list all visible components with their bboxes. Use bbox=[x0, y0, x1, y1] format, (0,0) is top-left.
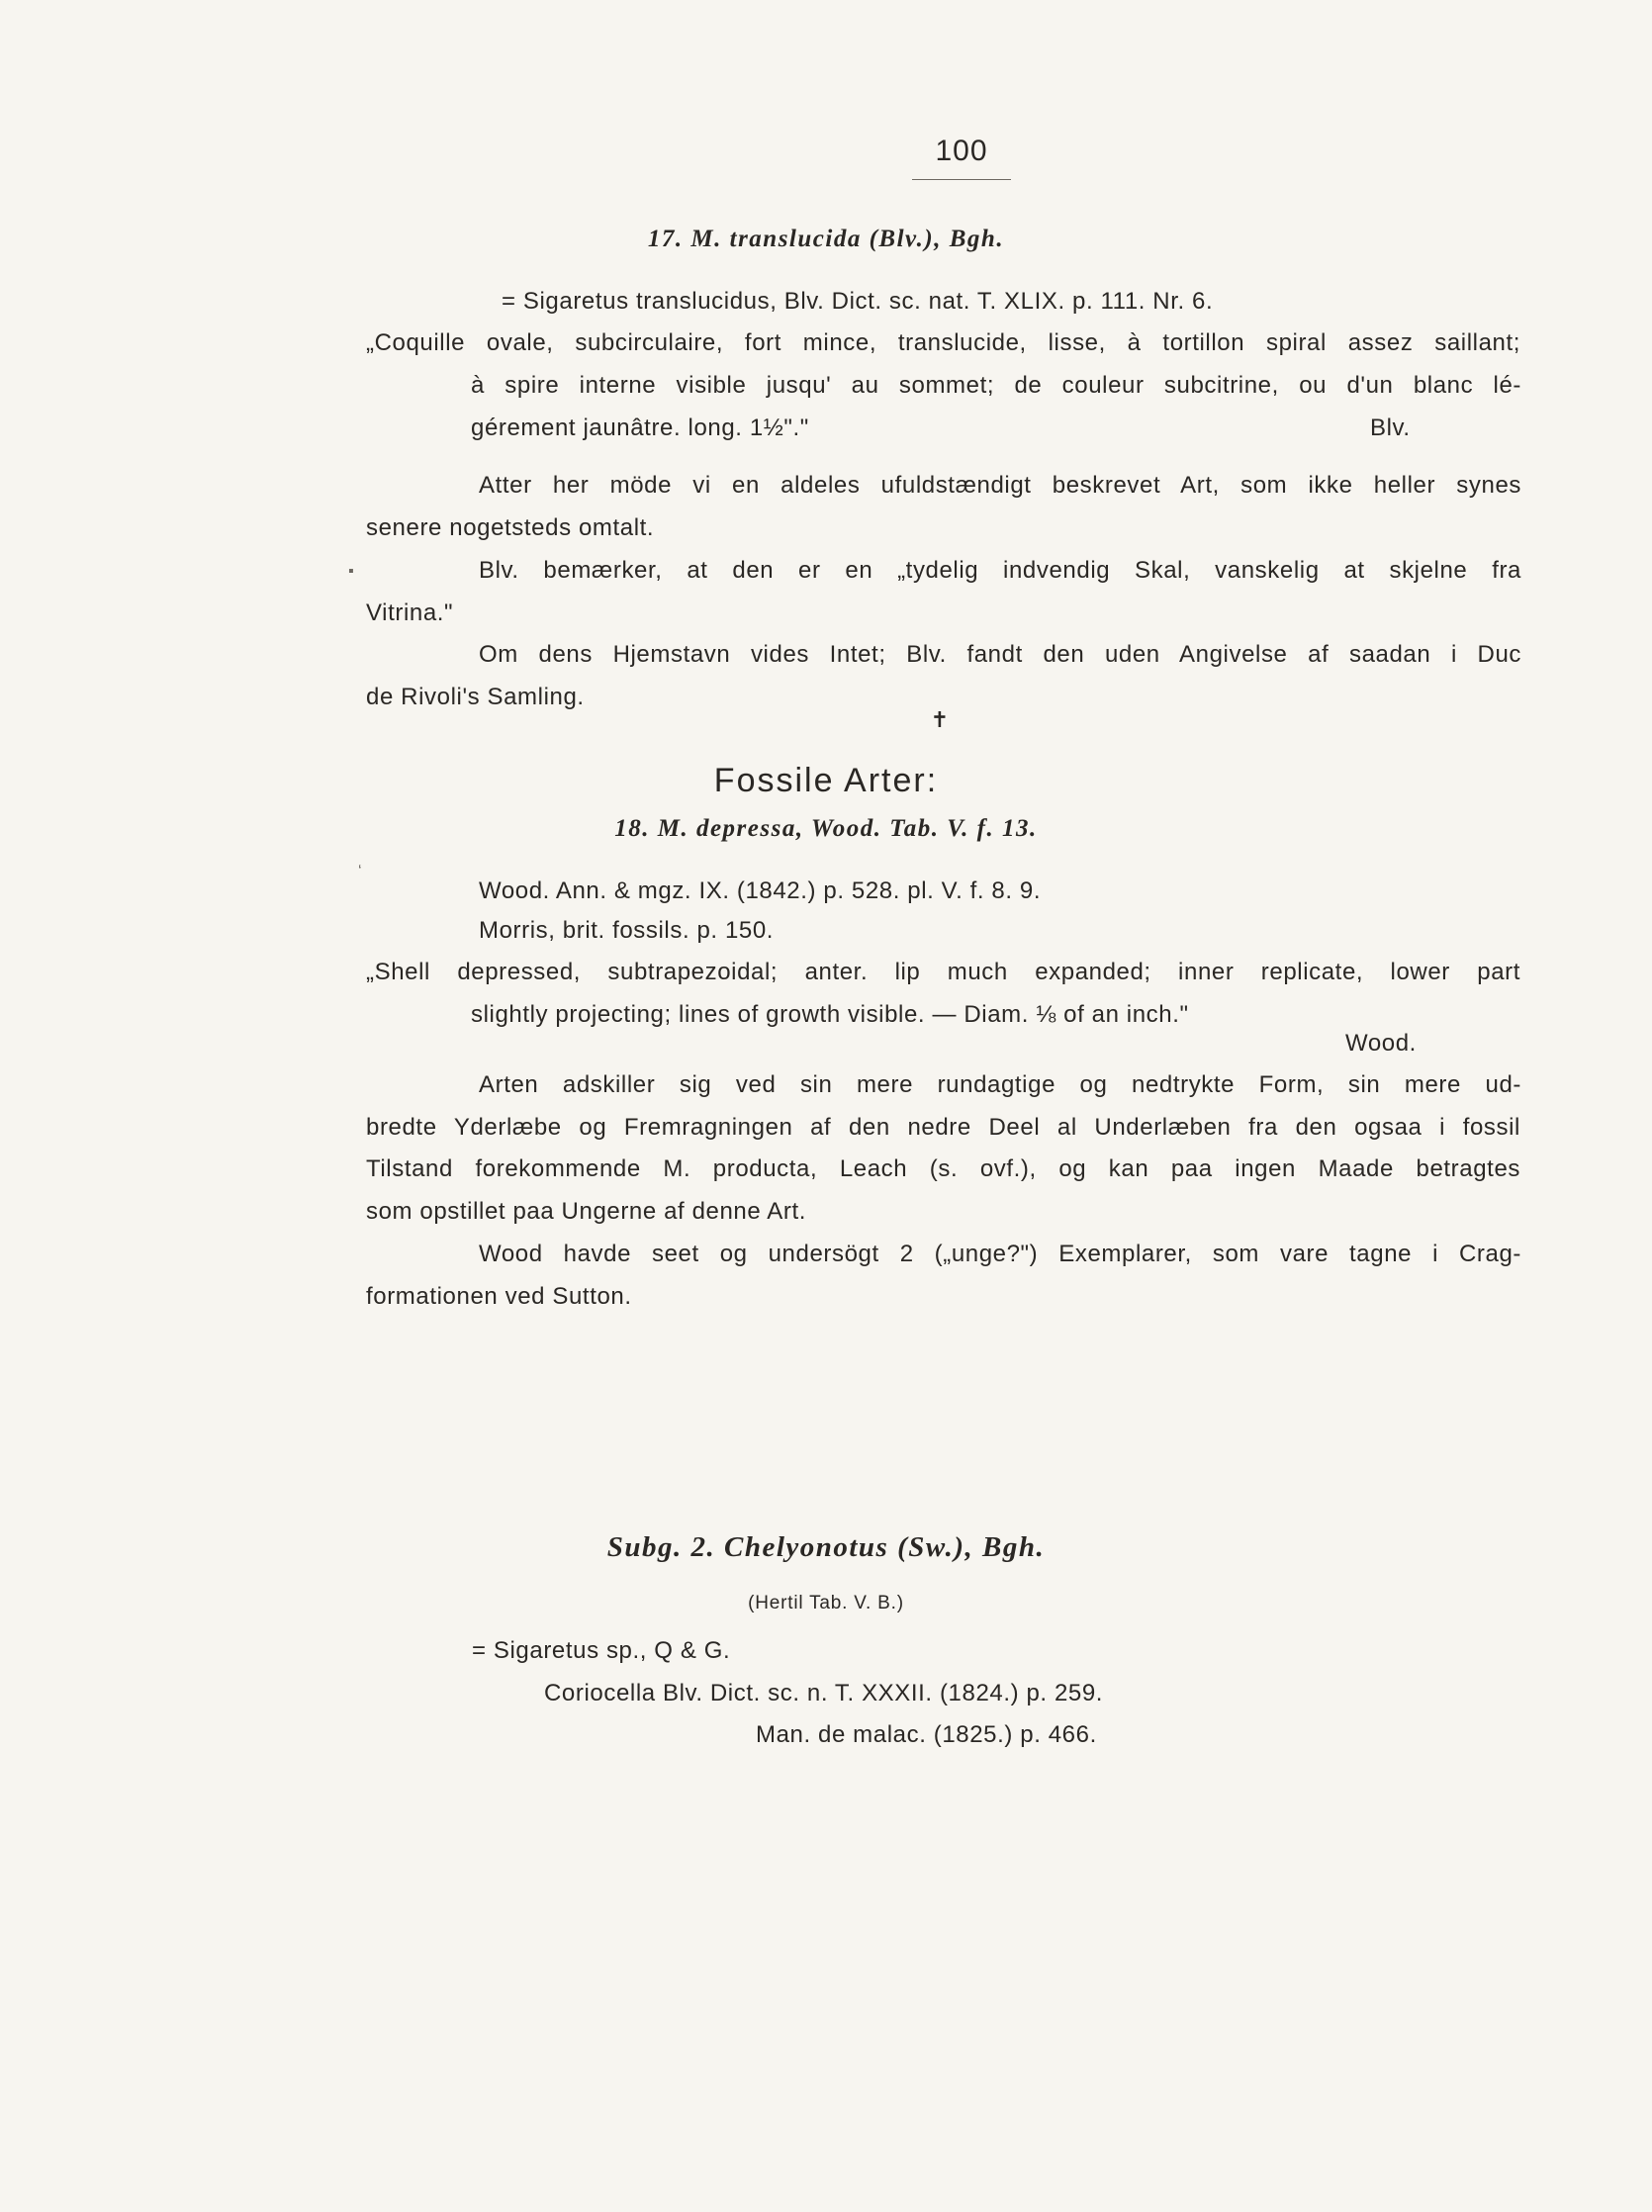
species-18-p1-line-2: bredte Yderlæbe og Fremragningen af den nedre Deel al Underlæben fra den ogsaa i fossil bbox=[366, 1114, 1520, 1141]
fossil-section-title: Fossile Arter: bbox=[713, 762, 939, 799]
subgenus-line-3: Man. de malac. (1825.) p. 466. bbox=[756, 1721, 1097, 1748]
species-17-p3-line-1: Om dens Hjemstavn vides Intet; Blv. fandt den uden Angivelse af saadan i Duc bbox=[479, 641, 1521, 668]
subgenus-note: (Hertil Tab. V. B.) bbox=[748, 1593, 904, 1613]
margin-mark-2: ‘ bbox=[358, 863, 362, 879]
cross-symbol: ✝ bbox=[930, 708, 950, 733]
species-17-quote-author: Blv. bbox=[1370, 415, 1411, 441]
subgenus-line-2: Coriocella Blv. Dict. sc. n. T. XXXII. (1824.) p. 259. bbox=[544, 1680, 1104, 1706]
species-17-p2-line-2: Vitrina." bbox=[366, 599, 454, 626]
margin-mark-1: ▪ bbox=[348, 563, 354, 580]
species-18-heading: 18. M. depressa, Wood. Tab. V. f. 13. bbox=[614, 815, 1038, 842]
page-number-rule bbox=[912, 179, 1011, 180]
species-17-quote-line-2: à spire interne visible jusqu' au sommet; de couleur subcitrine, ou d'un blanc lé- bbox=[471, 372, 1521, 399]
species-17-p1-line-1: Atter her möde vi en aldeles ufuldstændigt beskrevet Art, som ikke heller synes bbox=[479, 472, 1521, 499]
species-17-p3-line-2: de Rivoli's Samling. bbox=[366, 684, 585, 710]
species-17-quote-line-3: gérement jaunâtre. long. 1½"." bbox=[471, 415, 809, 441]
species-18-p1-line-3: Tilstand forekommende M. producta, Leach (s. ovf.), og kan paa ingen Maade betragtes bbox=[366, 1155, 1520, 1182]
species-17-heading: 17. M. translucida (Blv.), Bgh. bbox=[647, 226, 1005, 252]
species-17-p1-line-2: senere nogetsteds omtalt. bbox=[366, 514, 655, 541]
page-number: 100 bbox=[935, 135, 988, 167]
species-18-quote-author: Wood. bbox=[1345, 1030, 1417, 1057]
subgenus-heading: Subg. 2. Chelyonotus (Sw.), Bgh. bbox=[606, 1531, 1046, 1563]
species-18-p2-line-1: Wood havde seet og undersögt 2 („unge?") Exemplarer, som vare tagne i Crag- bbox=[479, 1241, 1521, 1267]
species-18-ref-2: Morris, brit. fossils. p. 150. bbox=[479, 917, 775, 944]
species-17-p2-line-1: Blv. bemærker, at den er en „tydelig indvendig Skal, vanskelig at skjelne fra bbox=[479, 557, 1521, 584]
species-18-p2-line-2: formationen ved Sutton. bbox=[366, 1283, 632, 1310]
species-18-quote-line-1: „Shell depressed, subtrapezoidal; anter. lip much expanded; inner replicate, lower part bbox=[366, 959, 1520, 985]
species-17-synonym: = Sigaretus translucidus, Blv. Dict. sc. nat. T. XLIX. p. 111. Nr. 6. bbox=[502, 288, 1214, 315]
species-18-ref-1: Wood. Ann. & mgz. IX. (1842.) p. 528. pl. V. f. 8. 9. bbox=[479, 877, 1042, 904]
subgenus-line-1: = Sigaretus sp., Q & G. bbox=[472, 1637, 731, 1664]
species-18-p1-line-1: Arten adskiller sig ved sin mere rundagtige og nedtrykte Form, sin mere ud- bbox=[479, 1071, 1521, 1098]
species-17-quote-line-1: „Coquille ovale, subcirculaire, fort mince, translucide, lisse, à tortillon spiral assez saillant; bbox=[366, 329, 1520, 356]
species-18-quote-line-2: slightly projecting; lines of growth visible. — Diam. ⅛ of an inch." bbox=[471, 1001, 1189, 1028]
species-18-p1-line-4: som opstillet paa Ungerne af denne Art. bbox=[366, 1198, 806, 1225]
